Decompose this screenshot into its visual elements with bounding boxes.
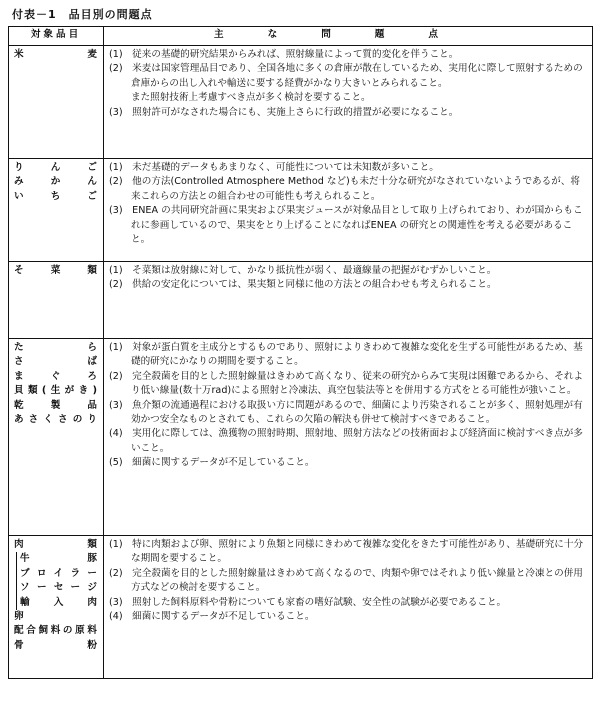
issues-table [8,26,593,679]
issue-point: (1) 対象が蛋白質を主成分とするものであり、照射によりきわめて複雑な変化を生ずる可能性があるため、基礎的研究にかなりの期間を要すること。 [109,342,583,368]
item-name: あさくさのり [14,414,98,426]
item-cell [9,46,104,159]
item-name: 米 麦 [14,49,98,60]
issue-cell [104,159,593,262]
item-name: りんご [14,162,98,173]
item-name: いちご [14,190,98,202]
item-name: 卵 [14,611,25,623]
issue-point: (3) 照射した飼料原料や骨粉についても家畜の嗜好試験、安全性の試験が必要であること。 [109,596,507,608]
issue-point: (1) 特に肉類および卵、照射により魚類と同様にきわめて複雑な変化をきたす可能性があり、基礎研究に十分な期間を要すること。 [109,539,584,565]
header-issue: 主な問題点 [104,27,593,46]
issue-cell [104,536,593,679]
item-name: 乾製品 [14,399,98,411]
issue-point: (1) そ菜類は放射線に対して、かなり抵抗性が弱く、最適線量の把握がむずかしいこと。 [109,265,497,276]
item-name: 肉類 [14,539,98,550]
issue-point: (4) 細菌に関するデータが不足していること。 [109,611,315,623]
issue-point: (2) 米麦は国家管理品目であり、全国各地に多くの倉庫が散在しているため、実用化に際して照射するための倉庫からの出し入れや輸送に要する経費がかなり大きいとみられること。 [109,63,583,89]
issue-point: (2) 完全殺菌を目的とした照射線量はきわめて高くなり、従来の研究からみて実現は困難であるから、それより低い線量(数十万rad)による照射と冷凍法、真空包装法等とを併用する方式をとる可能性が強いこと。 [109,370,584,397]
header-row [9,27,593,46]
item-subname: ブロイラー [20,567,98,579]
issue-point: (1) 未だ基礎的データもあまりなく、可能性については未知数が多いこと。 [109,162,439,173]
item-name: 配合飼料の原料 [14,625,98,637]
item-subname: 輸入肉 [20,596,98,608]
item-name: たら [14,342,98,353]
header-item: 対象品目 [9,27,104,46]
item-name: 貝類(生がき) [14,385,98,397]
issue-point: (2) 完全殺菌を目的とした照射線量はきわめて高くなるので、肉類や卵ではそれより低い線量と冷凍との併用方式などの検討を要すること。 [109,567,583,594]
item-name: まぐろ [14,370,98,382]
item-cell [9,536,104,679]
table-row [9,536,593,679]
item-cell [9,262,104,339]
issue-cell [104,262,593,339]
issue-point: (3) 魚介類の流通過程における取扱い方に問題があるので、細菌により汚染されることが多く、照射処理が有効かつ安全なものとされても、これらの欠陥の解決も併せて検討すべきであること。 [109,399,583,426]
table-row [9,46,593,159]
table-row [9,159,593,262]
issue-point: (3) 照射許可がなされた場合にも、実施上さらに行政的措置が必要になること。 [109,106,459,118]
table-row [9,262,593,339]
item-cell [9,339,104,536]
issue-point: (1) 従来の基礎的研究結果からみれば、照射線量によって質的変化を伴うこと。 [109,49,459,60]
issue-point-continued: また照射技術上考慮すべき点が多く検討を要すること。 [131,92,371,104]
issue-point: (5) 細菌に関するデータが不足していること。 [109,457,315,469]
item-subname: ソーセージ [20,582,98,594]
item-name: そ菜類 [14,265,98,276]
issue-point: (2) 他の方法(Controlled Atmosphere Method など)も未だ十分な研究がなされていないようであるが、将来これらの方法との組合わせの可能性も考えられること。 [109,176,581,202]
item-name: さば [14,356,98,368]
meat-subitems-bracket [16,552,98,610]
item-cell [9,159,104,262]
issue-cell [104,46,593,159]
issue-point: (3) ENEA の共同研究計画に果実および果実ジュースが対象品目として取り上げられており、わが国からもこれに参画しているので、果実をとり上げることになればENEA の研究との関連性を考える必要があること。 [109,205,583,246]
issue-point: (4) 実用化に際しては、漁獲物の照射時期、照射地、照射方法などの技術面および経済面に検討すべき点が多いこと。 [109,428,583,454]
table-caption: 付表－1 品目別の問題点 [12,8,153,21]
issue-cell [104,339,593,536]
item-name: 骨粉 [14,639,98,651]
table-row [9,339,593,536]
item-name: みかん [14,176,98,188]
issue-point: (2) 供給の安定化については、果実類と同様に他の方法との組合わせも考えられること。 [109,279,497,291]
item-subname: 牛豚 [20,553,98,565]
